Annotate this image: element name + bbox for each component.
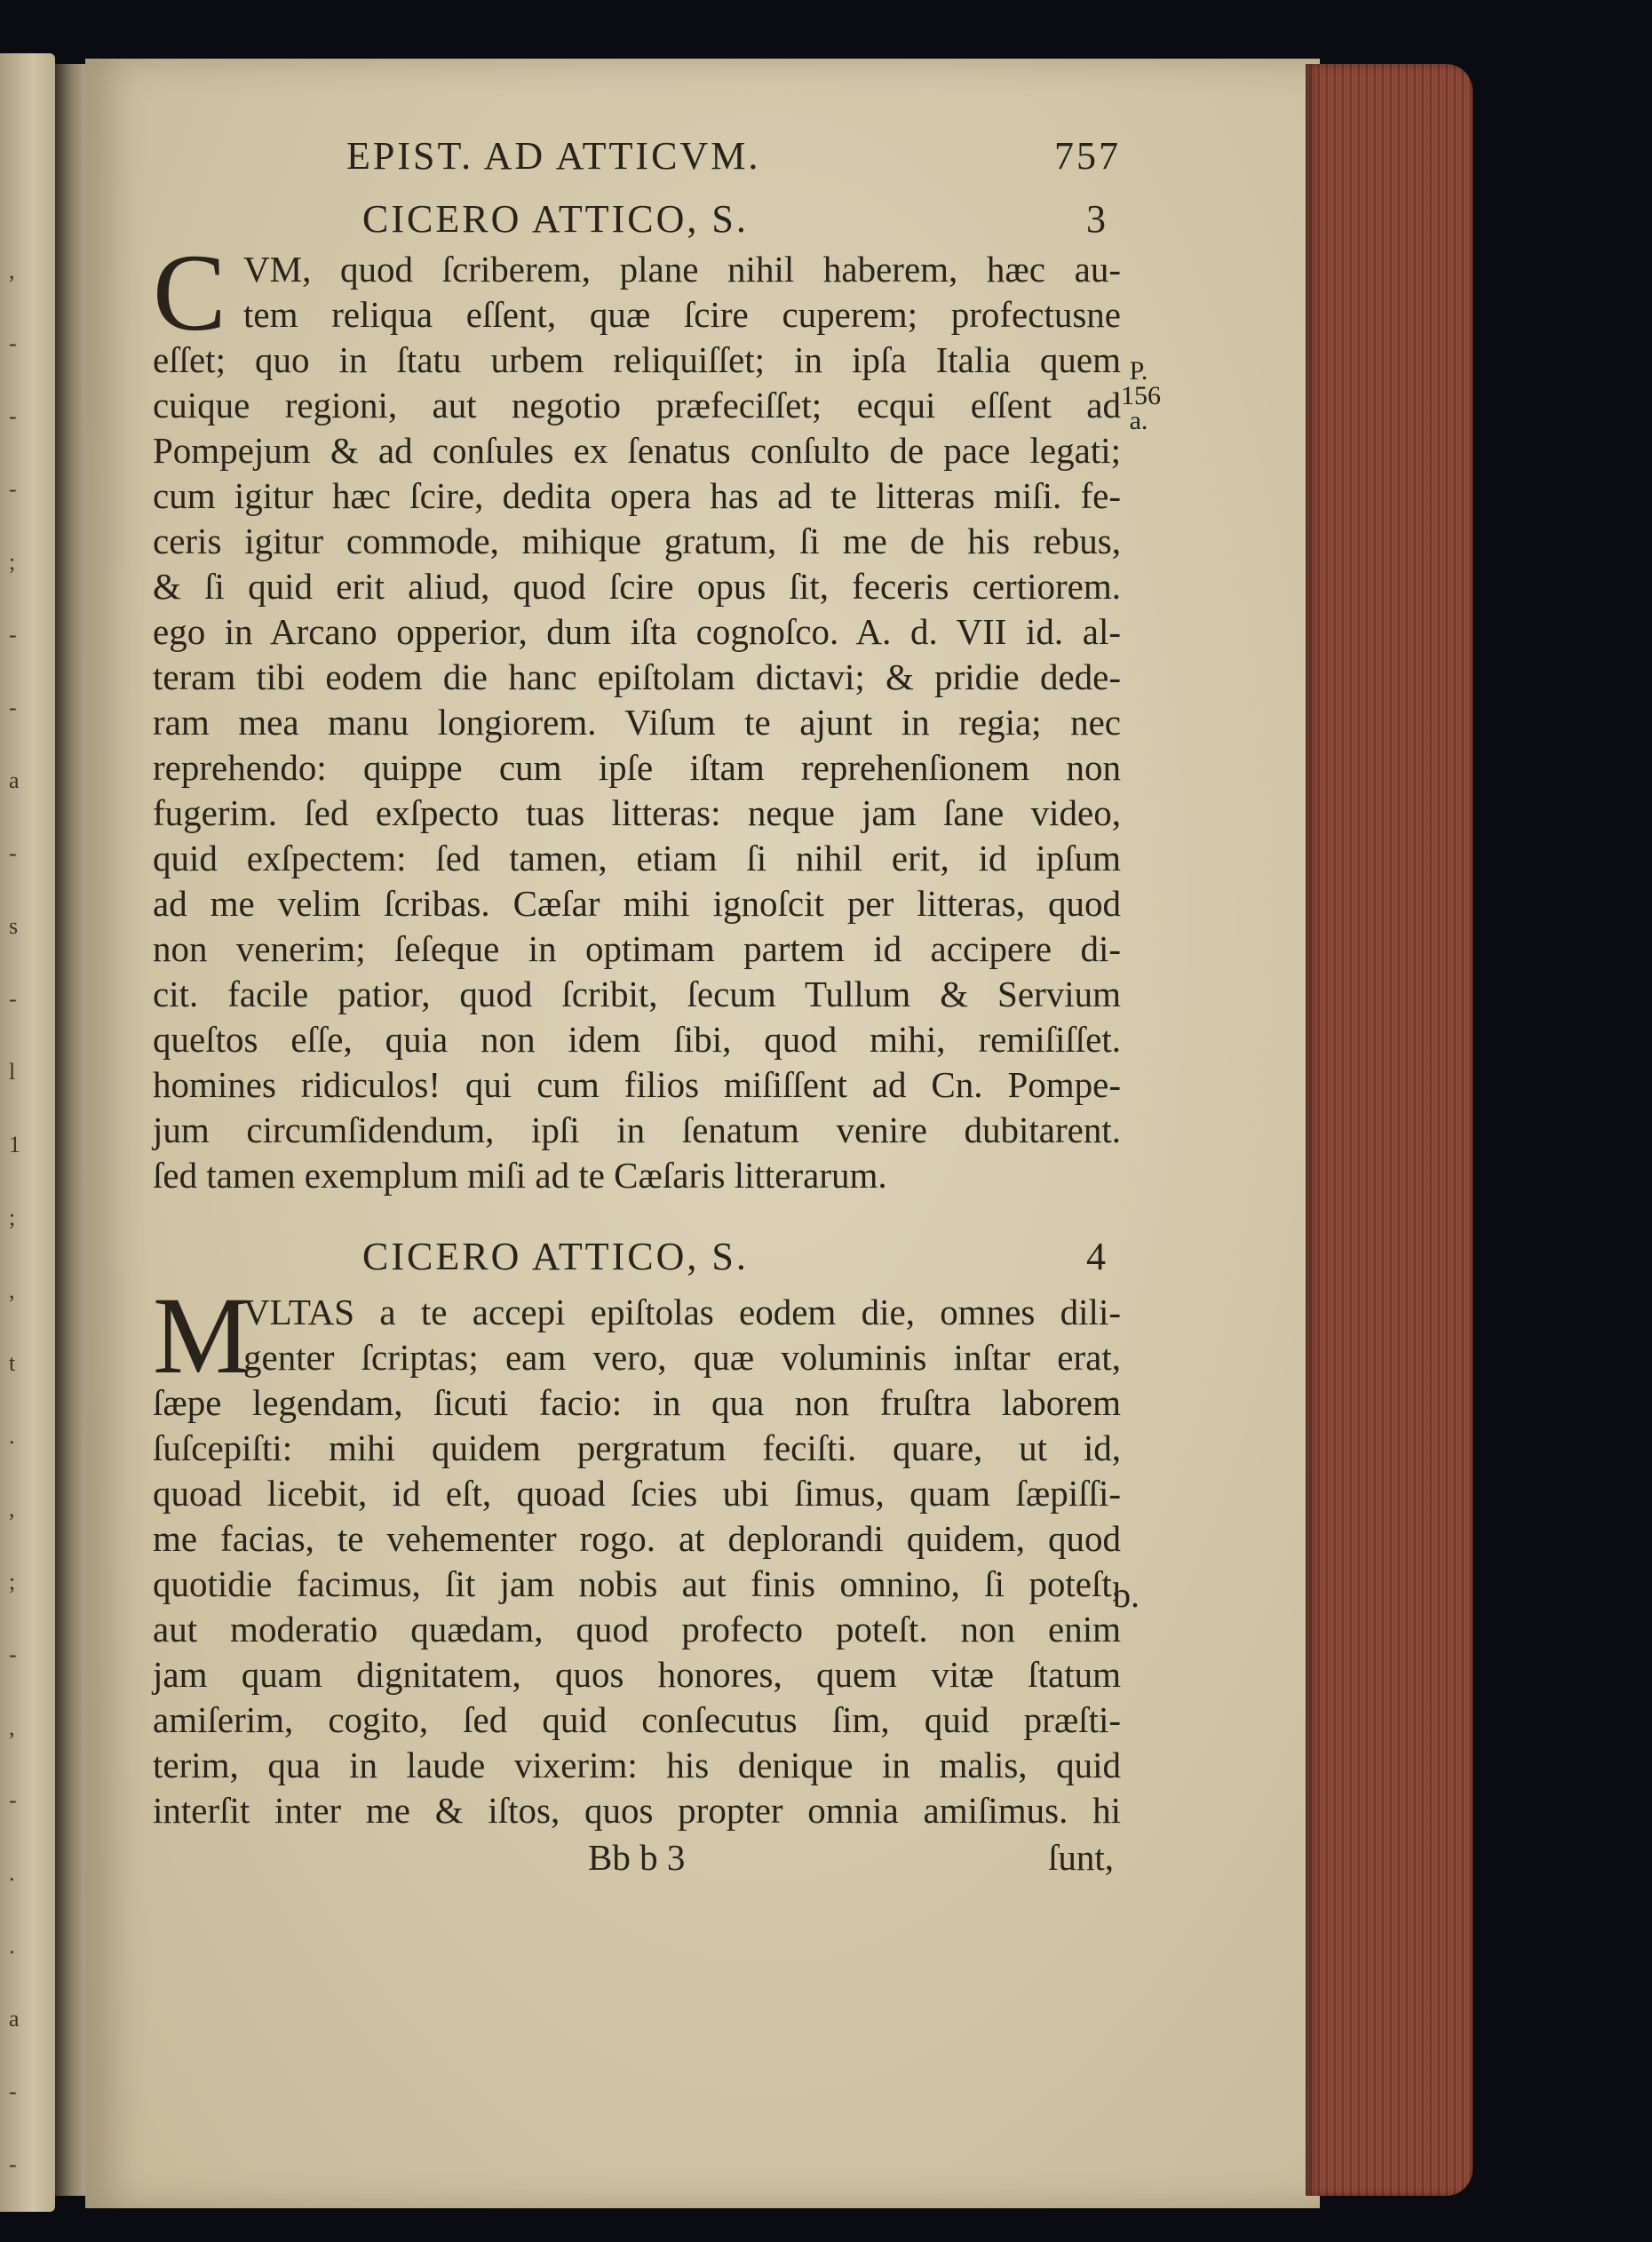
facing-page-fragment: - xyxy=(9,403,17,429)
page-footer xyxy=(153,1835,1121,1880)
margin-note-b: b. xyxy=(1113,1575,1140,1615)
text-line: interſit inter me & iſtos, quos propter omnia amiſimus. hi xyxy=(153,1790,1121,1831)
text-line: ſuſcepiſti: mihi quidem pergratum feciſti. quare, ut id, xyxy=(153,1427,1121,1468)
facing-page-fragment: l xyxy=(9,1059,16,1085)
letter-3 xyxy=(153,196,1121,1198)
text-line: jum circumſidendum, ipſi in ſenatum venire dubitarent. xyxy=(153,1109,1121,1150)
text-line: eſſet; quo in ſtatu urbem reliquiſſet; in ipſa Italia quem xyxy=(153,339,1121,380)
text-line: cuique regioni, aut negotio præfeciſſet; ecqui eſſent ad xyxy=(153,385,1121,425)
text-line: quid exſpectem: ſed tamen, etiam ſi nihil erit, id ipſum xyxy=(153,838,1121,879)
drop-initial: M xyxy=(153,1275,251,1396)
facing-page-edge xyxy=(0,53,55,2212)
facing-page-fragment: a xyxy=(9,2006,20,2031)
text-line: ſæpe legendam, ſicuti facio: in qua non fruſtra laborem xyxy=(153,1382,1121,1423)
margin-a: a. xyxy=(1129,406,1148,435)
facing-page-fragment: , xyxy=(9,1277,15,1303)
text-line: me facias, te vehementer rogo. at deplorandi quidem, quod xyxy=(153,1518,1121,1559)
text-line: teram tibi eodem die hanc epiſtolam dictavi; & pridie dede- xyxy=(153,656,1121,697)
page-text xyxy=(153,133,1121,1880)
facing-page-fragment: - xyxy=(9,2151,17,2177)
running-head xyxy=(153,133,1121,179)
margin-note-page-ref xyxy=(1121,356,1161,435)
text-line: VM, quod ſcriberem, plane nihil haberem, hæc au- xyxy=(243,249,1121,290)
letter-body xyxy=(153,1275,1121,1833)
text-line: queſtos eſſe, quia non idem ſibi, quod mihi, remiſiſſet. xyxy=(153,1019,1121,1060)
text-line: homines ridiculos! qui cum filios miſiſſent ad Cn. Pompe- xyxy=(153,1064,1121,1105)
facing-page-fragment: - xyxy=(9,622,17,648)
facing-page-fragment: - xyxy=(9,330,17,356)
letter-heading xyxy=(153,196,1121,242)
page-block-edge xyxy=(1306,64,1473,2196)
text-line: genter ſcriptas; eam vero, quæ voluminis inſtar erat, xyxy=(243,1337,1121,1378)
running-head-title: EPIST. AD ATTICVM. xyxy=(346,134,761,178)
text-line: & ſi quid erit aliud, quod ſcire opus ſit, feceris certiorem. xyxy=(153,566,1121,607)
margin-p: P. xyxy=(1129,356,1148,386)
text-line: Pompejum & ad conſules ex ſenatus conſulto de pace legati; xyxy=(153,430,1121,471)
letter-number: 3 xyxy=(1086,197,1108,241)
text-line: jam quam dignitatem, quos honores, quem vitæ ſtatum xyxy=(153,1654,1121,1695)
facing-page-fragment: 1 xyxy=(9,1132,20,1157)
letter-body xyxy=(153,232,1121,1198)
text-line: tem reliqua eſſent, quæ ſcire cuperem; profectusne xyxy=(243,294,1121,335)
text-line: VLTAS a te accepi epiſtolas eodem die, omnes dili- xyxy=(243,1292,1121,1332)
facing-page-fragment: . xyxy=(9,1860,15,1886)
facing-page-fragment: - xyxy=(9,1787,17,1813)
page-number: 757 xyxy=(1054,134,1121,178)
text-line: terim, qua in laude vixerim: his denique in malis, quid xyxy=(153,1745,1121,1785)
facing-page-fragment: - xyxy=(9,476,17,502)
facing-page-fragment: t xyxy=(9,1350,16,1376)
facing-page-fragment: - xyxy=(9,2079,17,2104)
facing-page-fragment: , xyxy=(9,1714,15,1740)
text-line: quotidie facimus, ſit jam nobis aut finis omnino, ſi poteſt, xyxy=(153,1563,1121,1604)
drop-initial: C xyxy=(153,232,226,354)
text-line: cit. facile patior, quod ſcribit, ſecum Tullum & Servium xyxy=(153,974,1121,1014)
text-line: ego in Arcano opperior, dum iſta cognoſco. A. d. VII id. al- xyxy=(153,611,1121,652)
facing-page-fragment: a xyxy=(9,767,20,793)
signature-mark: Bb b 3 xyxy=(588,1837,686,1878)
text-line: ceris igitur commode, mihique gratum, ſi me de his rebus, xyxy=(153,521,1121,561)
facing-page-fragment: ; xyxy=(9,549,16,575)
letter-heading-title: CICERO ATTICO, S. xyxy=(362,1235,749,1278)
facing-page-fragment: - xyxy=(9,1642,17,1667)
text-line: amiſerim, cogito, ſed quid conſecutus ſim, quid præſti- xyxy=(153,1699,1121,1740)
catchword: ſunt, xyxy=(1047,1837,1114,1878)
text-line: ſed tamen exemplum miſi ad te Cæſaris litterarum. xyxy=(153,1155,887,1196)
text-line: fugerim. ſed exſpecto tuas litteras: neque jam ſane video, xyxy=(153,792,1121,833)
facing-page-fragment: - xyxy=(9,986,17,1012)
facing-page-fragment: . xyxy=(9,1933,15,1959)
facing-page-fragment: , xyxy=(9,258,15,283)
text-line: ad me velim ſcribas. Cæſar mihi ignoſcit per litteras, quod xyxy=(153,883,1121,924)
facing-page-fragment: - xyxy=(9,840,17,866)
margin-p-number: 156 xyxy=(1121,381,1161,410)
text-line: cum igitur hæc ſcire, dedita opera has ad te litteras miſi. fe- xyxy=(153,475,1121,516)
text-line: aut moderatio quædam, quod profecto poteſt. non enim xyxy=(153,1609,1121,1650)
text-line: reprehendo: quippe cum ipſe iſtam reprehenſionem non xyxy=(153,747,1121,788)
facing-page-fragment: , xyxy=(9,1496,15,1522)
text-line: quoad licebit, id eſt, quoad ſcies ubi ſimus, quam ſæpiſſi- xyxy=(153,1473,1121,1514)
facing-page-fragment: - xyxy=(9,695,17,720)
letter-number: 4 xyxy=(1086,1235,1108,1278)
letter-4 xyxy=(153,1234,1121,1833)
facing-page-fragment: ; xyxy=(9,1569,16,1594)
facing-page-fragment: s xyxy=(9,913,19,939)
facing-page-fragment: . xyxy=(9,1423,15,1449)
text-line: non venerim; ſeſeque in optimam partem id accipere di- xyxy=(153,928,1121,969)
letter-heading-title: CICERO ATTICO, S. xyxy=(362,197,749,241)
facing-page-fragment: ; xyxy=(9,1204,16,1230)
text-line: ram mea manu longiorem. Viſum te ajunt in regia; nec xyxy=(153,702,1121,743)
letter-heading xyxy=(153,1234,1121,1279)
